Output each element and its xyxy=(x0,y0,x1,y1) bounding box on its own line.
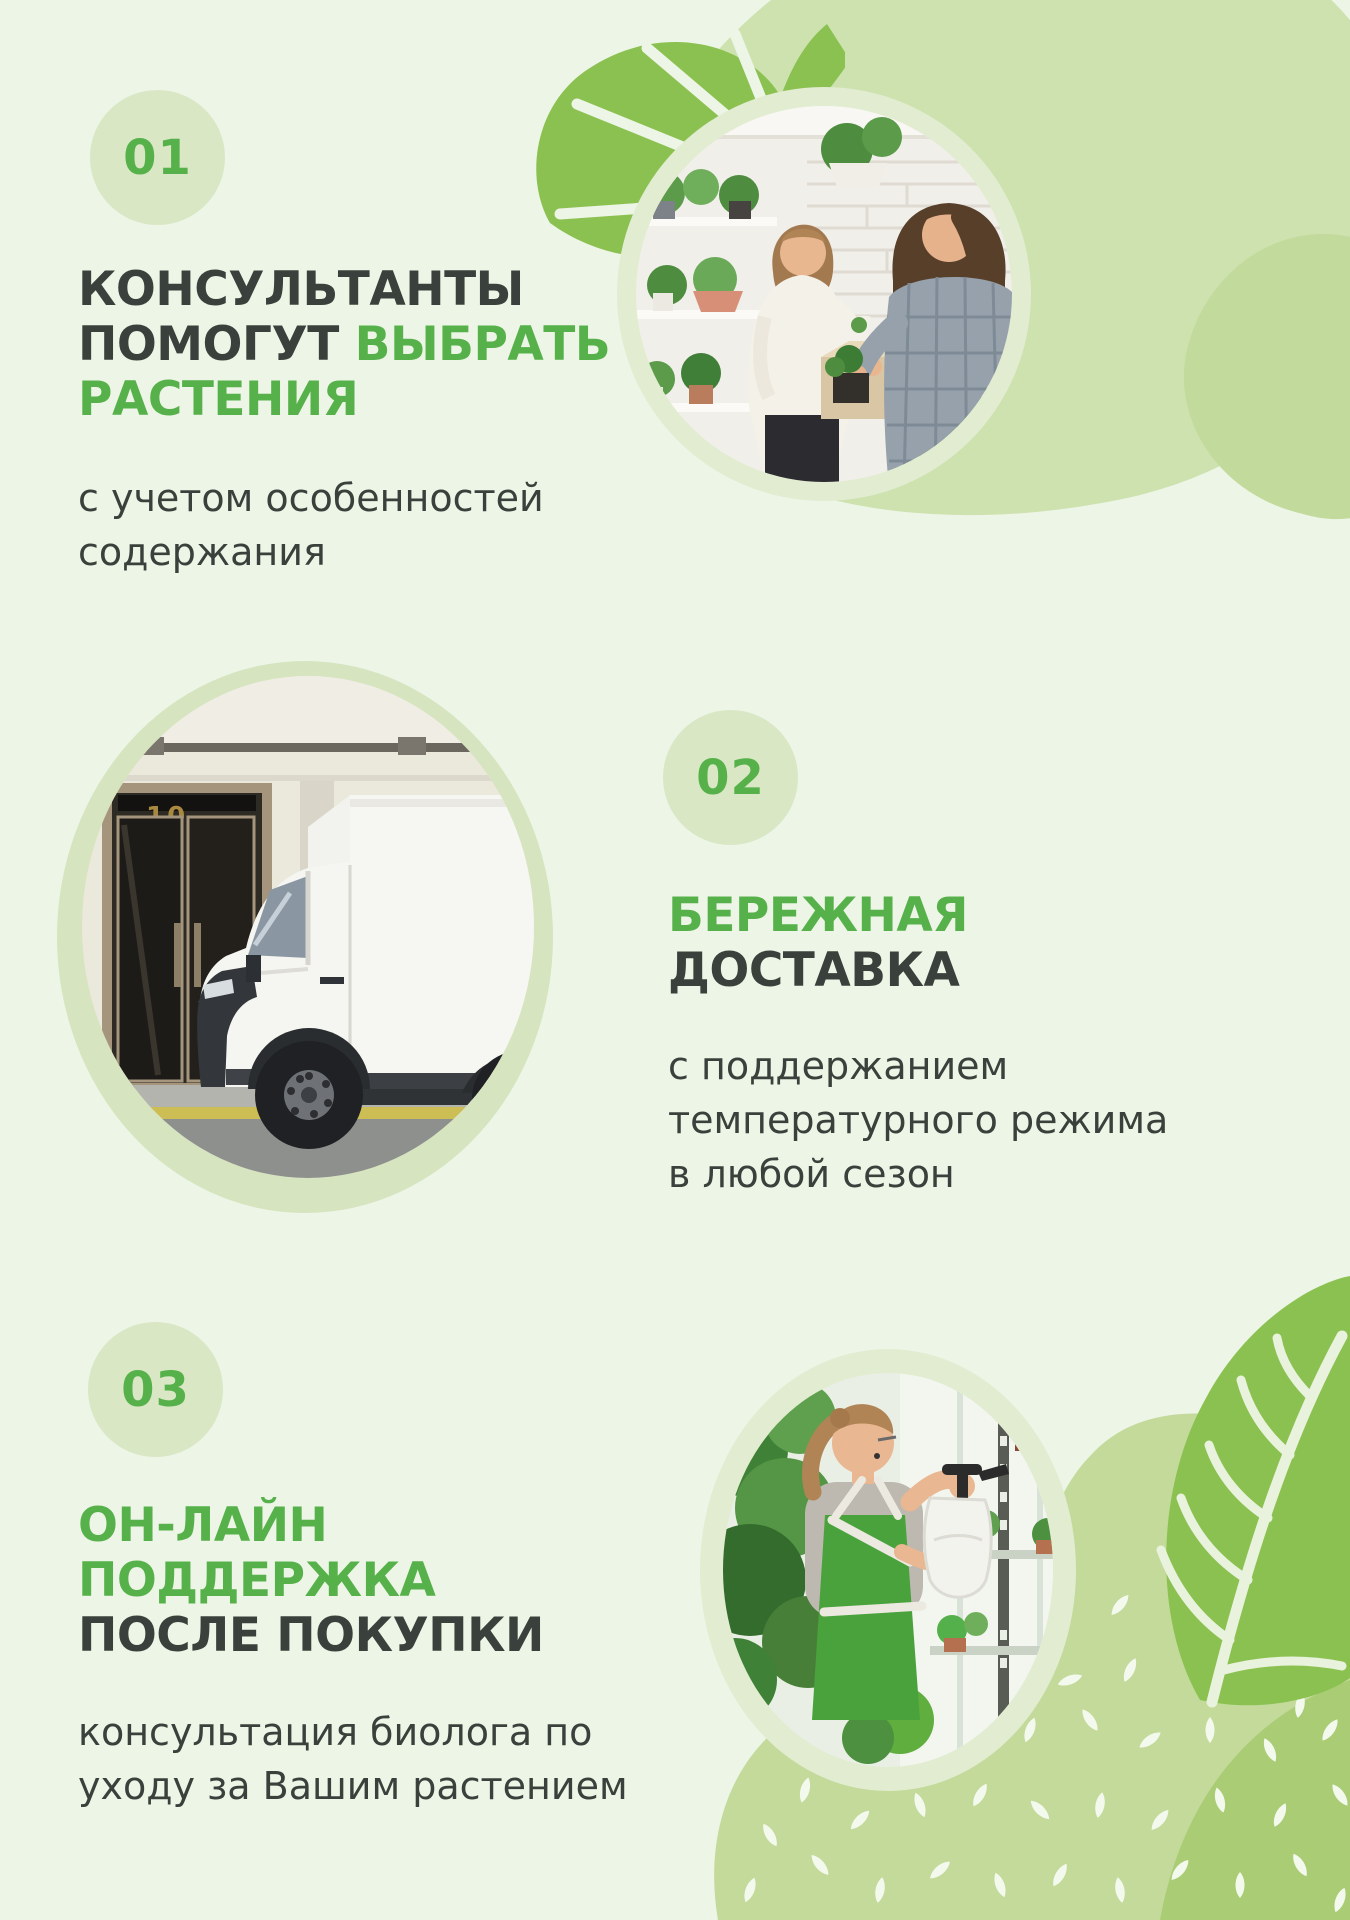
step-3-subtitle-line2: уходу за Вашим растением xyxy=(78,1763,628,1808)
step-1-title xyxy=(78,262,638,427)
step-2-subtitle-line3: в любой сезон xyxy=(668,1151,955,1196)
step-1-subtitle-line1: с учетом особенностей xyxy=(78,476,544,520)
step-3-number: 03 xyxy=(121,1361,190,1418)
step-1-title-line2-dark: ПОМОГУТ xyxy=(78,316,339,372)
step-2-subtitle-line2: температурного режима xyxy=(668,1097,1169,1142)
step-2-title-line2: ДОСТАВКА xyxy=(668,942,960,998)
step-2-title-line1: БЕРЕЖНАЯ xyxy=(668,888,968,943)
step-2-subtitle xyxy=(668,1040,1228,1202)
step-1-title-line2-green: ВЫБРАТЬ xyxy=(354,316,611,372)
step-2-number: 02 xyxy=(696,749,765,806)
step-3-subtitle xyxy=(78,1706,638,1814)
step-1-subtitle-line2: содержания xyxy=(78,529,326,574)
bottom-right-art xyxy=(600,1250,1350,1920)
step-2-subtitle-line1: с поддержанием xyxy=(668,1044,1009,1088)
step-1-subtitle xyxy=(78,472,618,580)
delivery-van-photo xyxy=(50,655,570,1215)
step-1-number: 01 xyxy=(123,129,192,186)
step-3-title-line1: ОН-ЛАЙН xyxy=(78,1498,328,1553)
photo-1-scene xyxy=(597,67,1053,523)
step-3-badge xyxy=(88,1322,223,1457)
step-1-badge xyxy=(90,90,225,225)
consultants-photo xyxy=(597,67,1053,523)
photo-2-scene xyxy=(50,655,570,1215)
step-2-title xyxy=(668,888,1268,998)
step-2-badge xyxy=(663,710,798,845)
step-1-title-line3: РАСТЕНИЯ xyxy=(78,371,359,427)
step-1-title-line1: КОНСУЛЬТАНТЫ xyxy=(78,262,524,317)
step-3-subtitle-line1: консультация биолога по xyxy=(78,1710,593,1754)
step-3-title-line3: ПОСЛЕ ПОКУПКИ xyxy=(78,1607,544,1663)
step-3-title xyxy=(78,1498,638,1663)
step-3-title-line2: ПОДДЕРЖКА xyxy=(78,1552,436,1608)
veined-leaf-icon xyxy=(1161,1276,1350,1705)
